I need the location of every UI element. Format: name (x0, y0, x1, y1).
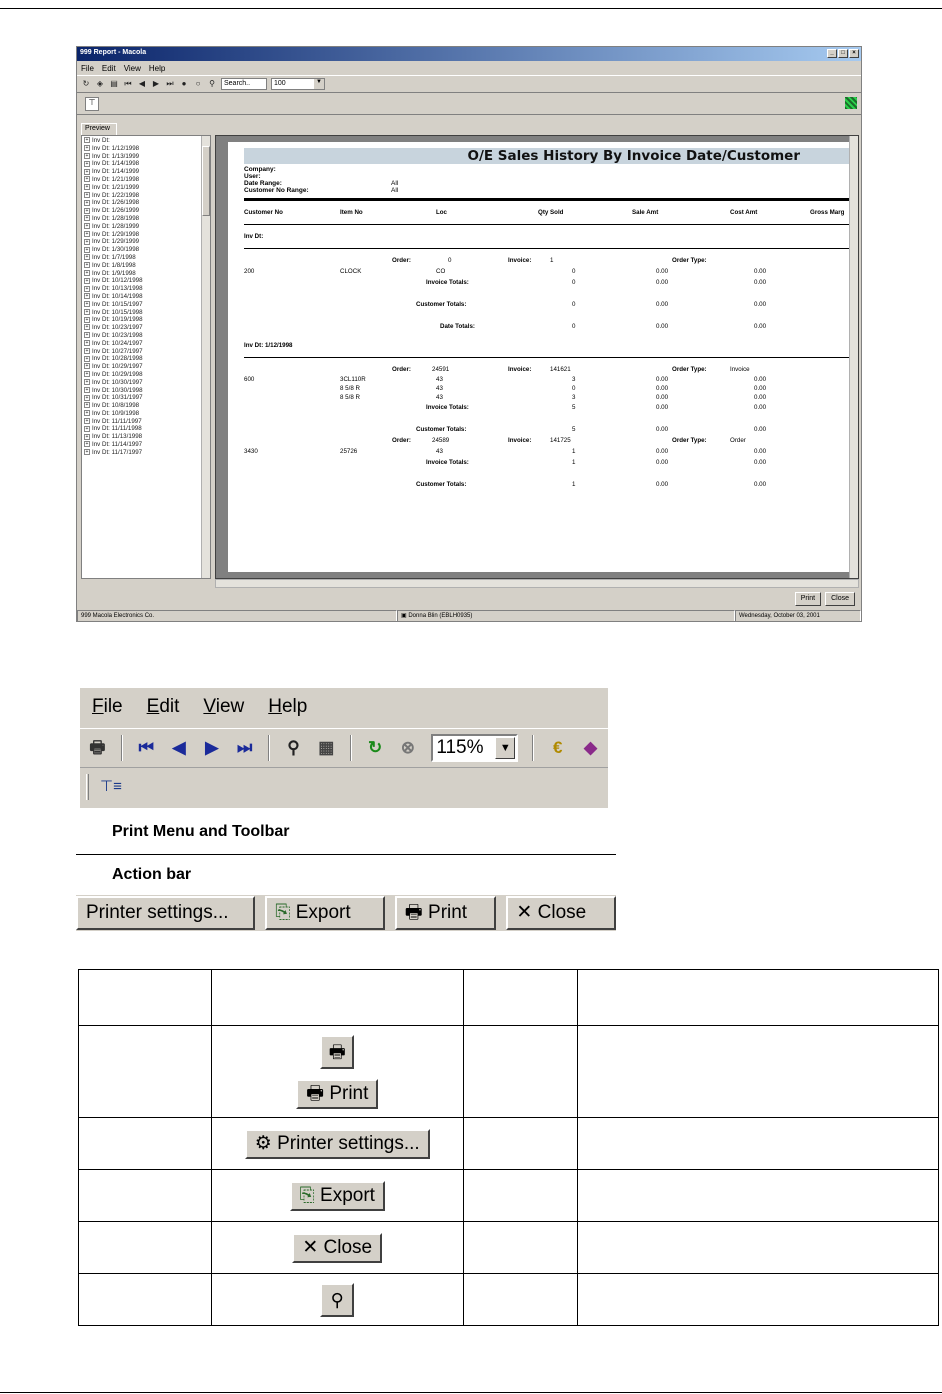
tree-item[interactable]: + Inv Dt: 10/30/1997 (85, 378, 143, 386)
menu-help[interactable]: Help (268, 696, 308, 717)
expand-icon[interactable]: + (85, 347, 89, 354)
expand-icon[interactable]: + (85, 449, 89, 456)
expand-icon[interactable]: + (85, 394, 89, 401)
maximize-icon[interactable]: □ (838, 49, 848, 58)
expand-icon[interactable]: + (85, 332, 89, 339)
report-meta (244, 166, 859, 194)
tree-item[interactable]: + Inv Dt: 1/12/1998 (85, 144, 140, 152)
report-divider (244, 198, 859, 201)
expand-icon[interactable]: + (85, 230, 89, 237)
close-button[interactable]: ✕ Close (292, 1233, 382, 1263)
expand-icon[interactable]: + (85, 246, 89, 253)
printer-settings-button[interactable]: ⚙ Printer settings... (245, 1129, 430, 1159)
window-titlebar (77, 47, 861, 61)
tree-item[interactable]: + Inv Dt: 1/21/1999 (85, 183, 140, 191)
tab-preview[interactable]: Preview (81, 123, 117, 135)
expand-icon[interactable]: + (85, 238, 89, 245)
tree-item[interactable]: + Inv Dt: 1/14/1998 (85, 160, 140, 168)
close-button[interactable]: ✕ Close (506, 896, 616, 930)
menu-edit[interactable]: Edit (146, 696, 180, 717)
group-tree-icon[interactable]: ⊤≡ (100, 778, 122, 795)
meta-company: Company: (244, 166, 276, 173)
tree-item[interactable]: + Inv Dt: 11/17/1997 (85, 448, 143, 456)
section-divider (76, 854, 616, 855)
tree-item[interactable]: + Inv Dt: 1/21/1998 (85, 175, 140, 183)
tree-item[interactable]: + Inv Dt: 1/26/1999 (85, 207, 140, 215)
printer-icon: 🖶 (306, 1082, 330, 1104)
export-icon: ⎘ (299, 1184, 321, 1206)
expand-icon[interactable]: + (85, 262, 89, 269)
status-date: Wednesday, October 03, 2001 (735, 610, 861, 622)
caption-action-bar: Action bar (112, 866, 192, 883)
printer-icon: 🖶 (404, 902, 429, 923)
binoculars-icon[interactable]: ⚲ (209, 79, 215, 88)
expand-icon[interactable]: + (85, 207, 89, 214)
expand-icon[interactable]: + (85, 137, 89, 144)
tree-item[interactable]: + Inv Dt: 1/14/1999 (85, 168, 140, 176)
col-cost-amt: Cost Amt (730, 209, 758, 216)
expand-icon[interactable]: + (85, 215, 89, 222)
expand-icon[interactable]: + (85, 425, 89, 432)
table-row (79, 1118, 939, 1170)
status-company: 999 Macola Electronics Co. (77, 610, 397, 622)
customer-totals-row: Customer Totals: 0 0.00 0.00 (416, 301, 767, 308)
cancel-icon[interactable]: ○ (195, 79, 201, 88)
customer-totals-row: Customer Totals: 1 0.00 0.00 (416, 481, 767, 488)
last-page-icon[interactable]: ⏭ (237, 738, 253, 757)
report-preview-pane (215, 135, 859, 579)
toolbar-grip (86, 774, 89, 800)
report-scrollbar[interactable] (849, 136, 858, 578)
tree-item[interactable]: + Inv Dt: 11/14/1997 (85, 441, 143, 449)
expand-icon[interactable]: + (85, 191, 89, 198)
expand-icon[interactable]: + (85, 363, 89, 370)
tree-item[interactable]: + Inv Dt: 10/23/1997 (85, 324, 143, 332)
printer-icon[interactable]: 🖶 (89, 738, 106, 757)
tree-scrollbar[interactable] (201, 136, 210, 578)
print-button[interactable]: Print (795, 592, 821, 606)
button-reference-table (78, 969, 939, 1326)
col-sale-amt: Sale Amt (632, 209, 659, 216)
expand-icon[interactable]: + (85, 371, 89, 378)
tree-item[interactable]: + Inv Dt: 10/23/1998 (85, 331, 143, 339)
first-page-icon[interactable]: ⏮ (124, 79, 132, 88)
report-window (76, 46, 862, 622)
col-gross-marg: Gross Marg (810, 209, 845, 216)
tree-item[interactable]: + Inv Dt: 1/7/1998 (85, 253, 136, 261)
stop-icon[interactable]: ● (181, 79, 187, 88)
tree-item[interactable]: + Inv Dt: 10/14/1998 (85, 292, 143, 300)
zoom-select[interactable] (271, 78, 325, 90)
tree-item[interactable]: + Inv Dt: 1/28/1998 (85, 214, 140, 222)
tree-item[interactable]: + Inv Dt: 11/11/1998 (85, 425, 142, 433)
refresh-icon[interactable]: ↻ (367, 738, 383, 757)
toolbar-separator (268, 735, 270, 761)
tree-item[interactable]: + Inv Dt: 10/15/1997 (85, 300, 143, 308)
search-input[interactable]: Search.. (221, 78, 267, 90)
menu-bar (80, 688, 608, 728)
group-header: Inv Dt: 1/12/1998 (244, 342, 293, 349)
order-row: Order: 24589 Invoice: 141725 Order Type: Order (392, 437, 746, 444)
meta-date-range: Date Range: All (244, 180, 399, 187)
chevron-down-icon[interactable]: ▼ (314, 79, 324, 89)
page-top-rule (0, 8, 942, 9)
table-row (79, 970, 939, 1026)
tree-scroll-thumb[interactable] (202, 146, 210, 216)
printer-icon[interactable]: 🖶 (320, 1035, 354, 1069)
tree-item[interactable]: + Inv Dt: (85, 137, 110, 144)
expand-icon[interactable]: + (85, 176, 89, 183)
tree-item[interactable]: + Inv Dt: 10/27/1997 (85, 347, 143, 355)
print-menu-toolbar (80, 688, 608, 808)
table-row (79, 1222, 939, 1274)
expand-icon[interactable]: + (85, 269, 89, 276)
invoice-totals-row: Invoice Totals: 5 0.00 0.00 (426, 404, 767, 411)
first-page-icon[interactable]: ⏮ (138, 738, 154, 757)
tree-item[interactable]: + Inv Dt: 1/28/1999 (85, 222, 140, 230)
tree-item[interactable]: + Inv Dt: 10/8/1998 (85, 402, 140, 410)
next-page-icon[interactable]: ▶ (205, 738, 219, 757)
printer-icon[interactable]: ▤ (110, 79, 118, 88)
expand-icon[interactable]: + (85, 277, 89, 284)
detail-row: 200 CLOCK CO 0 0.00 0.00 (244, 268, 767, 275)
invoice-totals-row: Invoice Totals: 0 0.00 0.00 (426, 279, 767, 286)
date-totals-row: Date Totals: 0 0.00 0.00 (440, 323, 767, 330)
page-setup-icon[interactable]: ▦ (318, 738, 335, 757)
table-row (79, 1170, 939, 1222)
tree-item[interactable]: + Inv Dt: 1/29/1999 (85, 238, 140, 246)
tree-item[interactable]: + Inv Dt: 10/28/1998 (85, 355, 143, 363)
group-tree-pane (81, 135, 211, 579)
table-row (79, 1026, 939, 1118)
group-tree-icon[interactable]: ⊤ (85, 97, 99, 111)
expand-icon[interactable]: + (85, 285, 89, 292)
detail-row: 8 5/8 R 43 3 0.00 0.00 (340, 394, 767, 401)
tree-item[interactable]: + Inv Dt: 11/13/1998 (85, 433, 143, 441)
tree-item[interactable]: + Inv Dt: 10/24/1997 (85, 339, 143, 347)
table-row (79, 1274, 939, 1326)
menu-help[interactable]: Help (148, 64, 166, 73)
expand-icon[interactable]: + (85, 402, 89, 409)
euro-icon[interactable]: € (552, 738, 563, 757)
invoice-totals-row: Invoice Totals: 1 0.00 0.00 (426, 459, 767, 466)
zoom-value: 115% (436, 737, 484, 758)
export-icon[interactable]: ◈ (96, 79, 104, 88)
report-title: O/E Sales History By Invoice Date/Customer (244, 148, 859, 164)
tree-item[interactable]: + Inv Dt: 10/15/1998 (85, 308, 143, 316)
tree-item[interactable]: + Inv Dt: 10/31/1997 (85, 394, 143, 402)
expand-icon[interactable]: + (85, 386, 89, 393)
expand-icon[interactable]: + (85, 254, 89, 261)
tree-item[interactable]: + Inv Dt: 1/9/1998 (85, 269, 136, 277)
group-tree-bar (77, 93, 861, 115)
minimize-icon[interactable]: _ (827, 49, 837, 58)
menu-file[interactable]: File (81, 64, 94, 73)
logo-icon (845, 97, 857, 109)
zoom-value: 100 (274, 80, 286, 87)
menu-edit[interactable]: Edit (101, 64, 116, 73)
caption-menu-toolbar: Print Menu and Toolbar (112, 823, 290, 840)
refresh-icon[interactable]: ↻ (82, 79, 90, 88)
group-tree-list (82, 136, 210, 458)
window-toolbar (77, 75, 861, 93)
detail-row: 8 5/8 R 43 0 0.00 0.00 (340, 385, 767, 392)
report-rule (244, 357, 859, 358)
chevron-down-icon[interactable]: ▼ (495, 737, 515, 759)
meta-customer-range: Customer No Range: All (244, 187, 399, 194)
toolbar-separator (350, 735, 352, 761)
export-icon: ⎘ (275, 902, 296, 923)
export-button[interactable]: ⎘ Export (290, 1181, 385, 1211)
tree-item[interactable]: + Inv Dt: 10/12/1998 (85, 277, 143, 285)
expand-icon[interactable]: + (85, 340, 89, 347)
window-action-buttons (795, 592, 855, 606)
meta-user: User: (244, 173, 261, 180)
col-qty-sold: Qty Sold (538, 209, 564, 216)
expand-icon[interactable]: + (85, 418, 89, 425)
binoculars-icon[interactable]: ⚲ (320, 1283, 354, 1317)
action-bar (76, 895, 616, 931)
expand-icon[interactable]: + (85, 168, 89, 175)
window-title: 999 Report - Macola (80, 49, 147, 56)
customer-totals-row: Customer Totals: 5 0.00 0.00 (416, 426, 767, 433)
tree-item[interactable]: + Inv Dt: 1/13/1999 (85, 152, 140, 160)
page-bottom-rule (0, 1392, 942, 1393)
tree-item[interactable]: + Inv Dt: 1/22/1998 (85, 191, 140, 199)
menu-view[interactable]: View (123, 64, 141, 73)
tree-item[interactable]: + Inv Dt: 10/29/1998 (85, 370, 143, 378)
order-row: Order: 0 Invoice: 1 Order Type: (392, 257, 707, 264)
expand-icon[interactable]: + (85, 324, 89, 331)
book-icon[interactable]: ◆ (583, 738, 598, 757)
tree-item[interactable]: + Inv Dt: 1/29/1998 (85, 230, 140, 238)
expand-icon[interactable]: + (85, 184, 89, 191)
tree-item[interactable]: + Inv Dt: 1/8/1998 (85, 261, 136, 269)
tree-item[interactable]: + Inv Dt: 10/29/1997 (85, 363, 143, 371)
close-icon: ✕ (516, 902, 538, 923)
stop-icon[interactable]: ⊗ (400, 738, 416, 757)
detail-row: 3430 25726 43 1 0.00 0.00 (244, 448, 767, 455)
expand-icon[interactable]: + (85, 160, 89, 167)
report-hscrollbar[interactable] (215, 579, 859, 588)
tree-item[interactable]: + Inv Dt: 11/11/1997 (85, 417, 142, 425)
tree-item[interactable]: + Inv Dt: 10/13/1998 (85, 285, 143, 293)
binoculars-icon[interactable]: ⚲ (287, 738, 300, 757)
printer-settings-button[interactable]: Printer settings... (76, 896, 255, 930)
expand-icon[interactable]: + (85, 152, 89, 159)
expand-icon[interactable]: + (85, 379, 89, 386)
order-row: Order: 24591 Invoice: 141621 Order Type: Invoice (392, 366, 750, 373)
menu-file[interactable]: File (92, 696, 123, 717)
expand-icon[interactable]: + (85, 433, 89, 440)
toolbar (80, 728, 608, 768)
group-header: Inv Dt: (244, 233, 264, 240)
tree-item[interactable]: + Inv Dt: 1/30/1998 (85, 246, 140, 254)
expand-icon[interactable]: + (85, 301, 89, 308)
expand-icon[interactable]: + (85, 316, 89, 323)
report-header-row (244, 207, 859, 218)
window-menubar (77, 61, 861, 75)
expand-icon[interactable]: + (85, 410, 89, 417)
col-loc: Loc (436, 209, 448, 216)
prev-page-icon[interactable]: ◀ (138, 79, 146, 88)
col-item-no: Item No (340, 209, 363, 216)
expand-icon[interactable]: + (85, 441, 89, 448)
close-icon[interactable]: × (849, 49, 859, 58)
printer-settings-icon: ⚙ (254, 1132, 278, 1154)
prev-page-icon[interactable]: ◀ (172, 738, 186, 757)
expand-icon[interactable]: + (85, 355, 89, 362)
tree-item[interactable]: + Inv Dt: 1/26/1998 (85, 199, 140, 207)
print-button[interactable]: 🖶 Print (395, 896, 497, 930)
detail-row: 600 3CL110R 43 3 0.00 0.00 (244, 376, 767, 383)
print-button[interactable]: 🖶 Print (296, 1079, 378, 1109)
col-customer-no: Customer No (244, 209, 283, 216)
menu-view[interactable]: View (203, 696, 245, 717)
expand-icon[interactable]: + (85, 308, 89, 315)
last-page-icon[interactable]: ⏭ (166, 79, 174, 88)
status-user: ▣ Donna Blin (EBLH0935) (397, 610, 735, 622)
group-tree-bar (80, 768, 608, 808)
expand-icon[interactable]: + (85, 223, 89, 230)
expand-icon[interactable]: + (85, 199, 89, 206)
zoom-select[interactable] (431, 734, 518, 762)
report-rule (244, 248, 859, 249)
report-rule (244, 224, 859, 225)
export-button[interactable]: ⎘ Export (265, 896, 385, 930)
close-button[interactable]: Close (825, 592, 855, 606)
tree-item[interactable]: + Inv Dt: 10/30/1998 (85, 386, 143, 394)
tree-item[interactable]: + Inv Dt: 10/9/1998 (85, 409, 140, 417)
expand-icon[interactable]: + (85, 293, 89, 300)
toolbar-separator (121, 735, 123, 761)
report-page (228, 142, 859, 572)
tree-item[interactable]: + Inv Dt: 10/19/1998 (85, 316, 143, 324)
toolbar-separator (532, 735, 534, 761)
expand-icon[interactable]: + (85, 145, 89, 152)
user-icon: ▣ (401, 613, 409, 619)
status-bar (77, 610, 862, 622)
close-icon: ✕ (302, 1236, 324, 1258)
next-page-icon[interactable]: ▶ (152, 79, 160, 88)
